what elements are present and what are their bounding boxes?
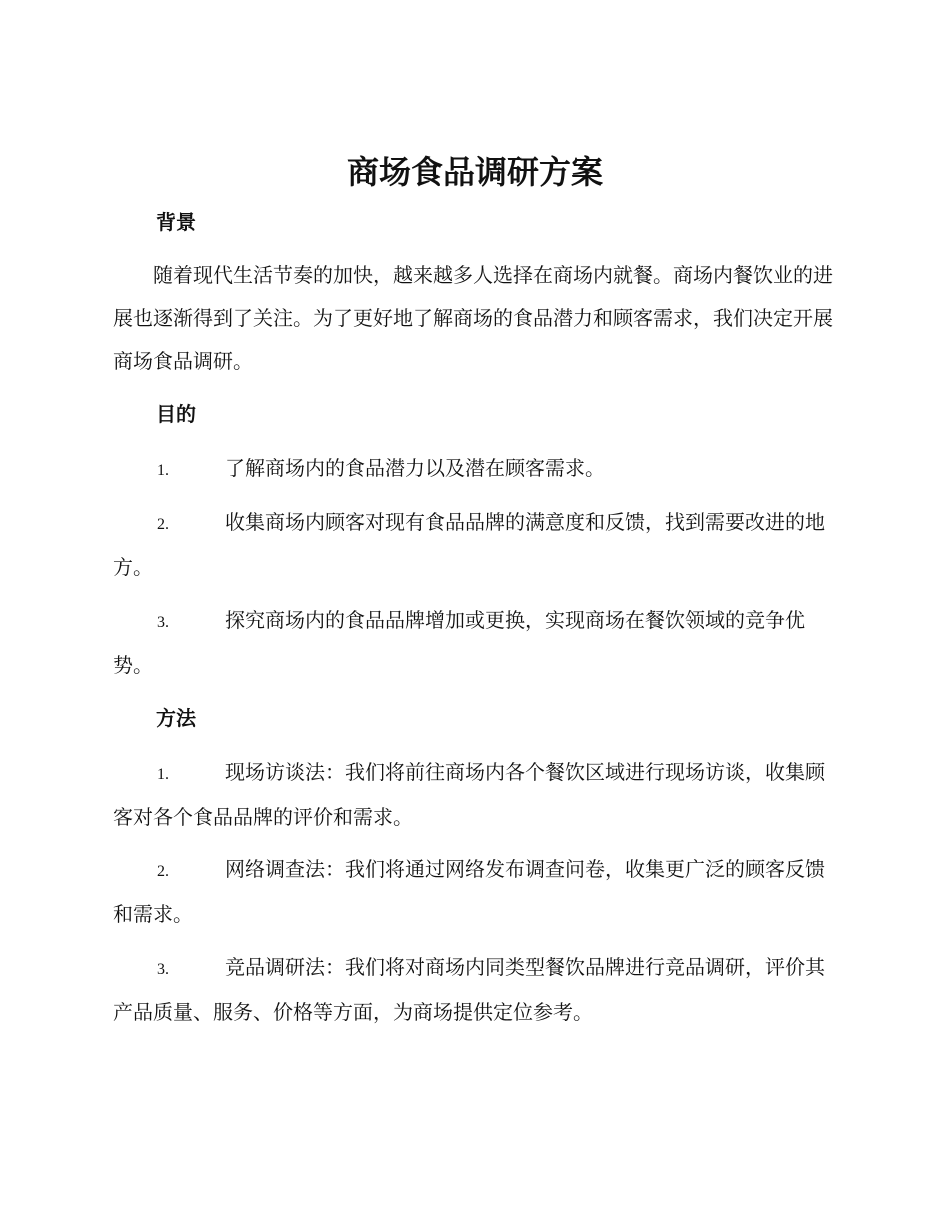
list-number: 3. (157, 614, 169, 631)
list-item-text: 竞品调研法：我们将对商场内同类型餐饮品牌进行竞品调研，评价其产品质量、服务、价格等方面，为商场提供定位参考。 (113, 955, 825, 1024)
method-item (113, 751, 833, 839)
section-heading-purpose: 目的 (156, 402, 196, 426)
list-number: 2. (157, 516, 169, 533)
purpose-item (113, 447, 833, 492)
section-heading-method: 方法 (156, 706, 196, 730)
method-item (113, 946, 833, 1034)
list-number: 2. (157, 863, 169, 880)
list-item-text: 了解商场内的食品潜力以及潜在顾客需求。 (225, 456, 605, 480)
list-item-text: 探究商场内的食品品牌增加或更换，实现商场在餐饮领域的竞争优势。 (113, 608, 805, 677)
background-paragraph: 随着现代生活节奏的加快，越来越多人选择在商场内就餐。商场内餐饮业的进展也逐渐得到了关注。为了更好地了解商场的食品潜力和顾客需求，我们决定开展商场食品调研。 (113, 263, 833, 373)
purpose-item (113, 599, 833, 687)
section-heading-background: 背景 (156, 210, 196, 234)
list-number: 1. (157, 766, 169, 783)
list-number: 1. (157, 462, 169, 479)
list-item-text: 网络调查法：我们将通过网络发布调查问卷，收集更广泛的顾客反馈和需求。 (113, 857, 825, 926)
purpose-item (113, 501, 833, 589)
list-item-text: 现场访谈法：我们将前往商场内各个餐饮区域进行现场访谈，收集顾客对各个食品品牌的评价和需求。 (113, 760, 825, 829)
method-item (113, 848, 833, 936)
list-item-text: 收集商场内顾客对现有食品品牌的满意度和反馈，找到需要改进的地方。 (113, 510, 825, 579)
list-number: 3. (157, 961, 169, 978)
document-title: 商场食品调研方案 (346, 153, 603, 191)
